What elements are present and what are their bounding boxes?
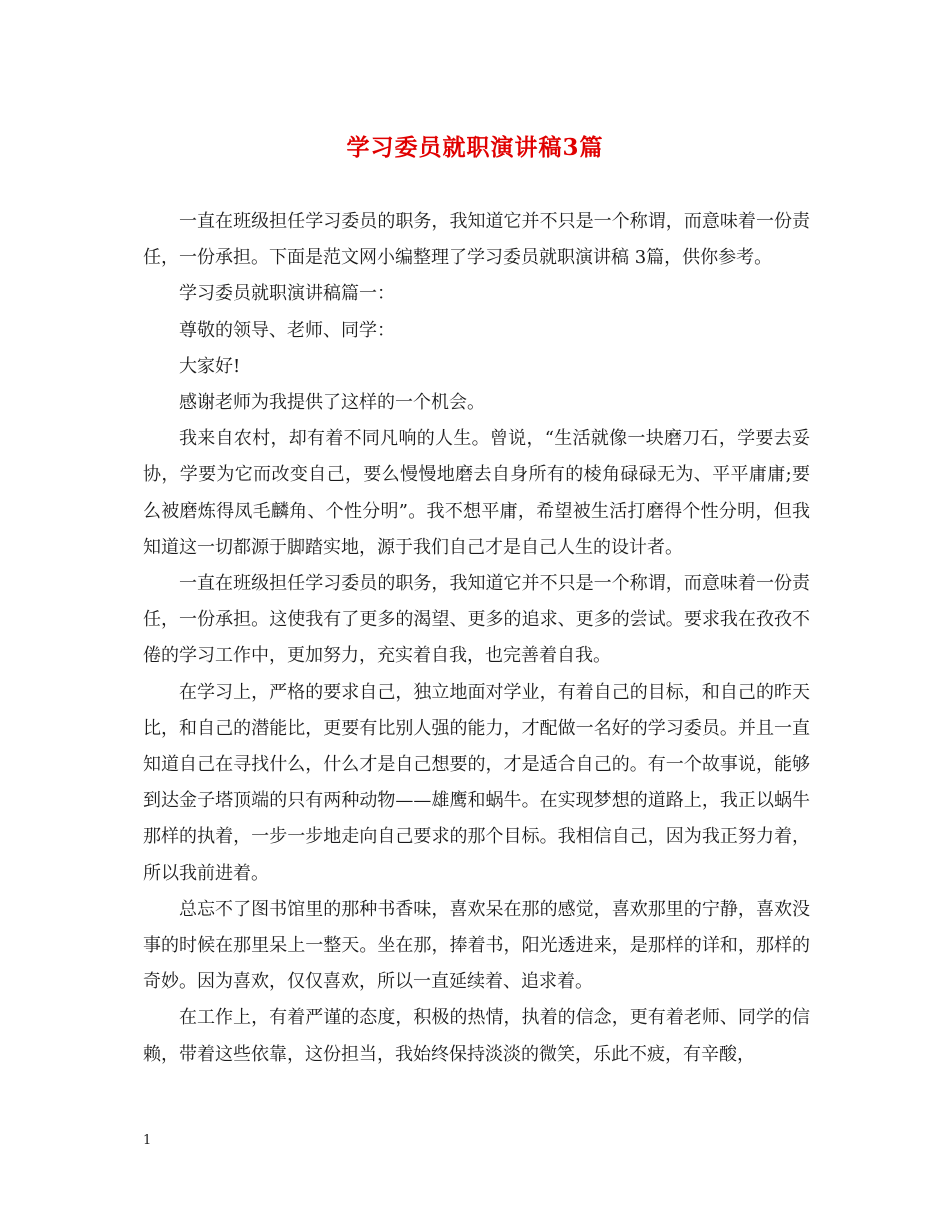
paragraph-library: 总忘不了图书馆里的那种书香味，喜欢呆在那的感觉，喜欢那里的宁静，喜欢没事的时候在那里呆上一整天。坐在那，捧着书，阳光透进来，是那样的详和，那样的奇妙。因为喜欢，仅仅喜欢，所以一直延续着、追求着。 — [143, 898, 810, 993]
paragraph-salutation: 尊敬的领导、老师、同学： — [179, 319, 395, 341]
paragraph-intro: 一直在班级担任学习委员的职务，我知道它并不只是一个称谓，而意味着一份责任，一份承担。下面是范文网小编整理了学习委员就职演讲稿 3篇，供你参考。 — [143, 211, 810, 269]
paragraph-thanks: 感谢老师为我提供了这样的一个机会。 — [179, 392, 485, 414]
document-body — [143, 204, 810, 1073]
document-title: 学习委员就职演讲稿3篇 — [346, 134, 604, 161]
paragraph-work: 在工作上，有着严谨的态度，积极的热情，执着的信念，更有着老师、同学的信赖，带着这些依靠，这份担当，我始终保持淡淡的微笑，乐此不疲，有辛酸， — [143, 1007, 810, 1065]
paragraph-responsibility: 一直在班级担任学习委员的职务，我知道它并不只是一个称谓，而意味着一份责任，一份承担。这使我有了更多的渴望、更多的追求、更多的尝试。要求我在孜孜不倦的学习工作中，更加努力，充实着自我，也完善着自我。 — [143, 573, 810, 667]
paragraph-section-heading: 学习委员就职演讲稿篇一： — [179, 283, 395, 305]
paragraph-greeting: 大家好! — [179, 355, 241, 377]
paragraph-background: 我来自农村，却有着不同凡响的人生。曾说，“生活就像一块磨刀石，学要去妥协，学要为它而改变自己，要么慢慢地磨去自身所有的棱角碌碌无为、平平庸庸;要么被磨炼得凤毛麟角、个性分明”。我不想平庸，希望被生活打磨得个性分明，但我知道这一切都源于脚踏实地，源于我们自己才是自己人生的设计者。 — [143, 428, 810, 558]
paragraph-study: 在学习上，严格的要求自己，独立地面对学业，有着自己的目标，和自己的昨天比，和自己的潜能比，更要有比别人强的能力，才配做一名好的学习委员。并且一直知道自己在寻找什么，什么才是自己想要的，才是适合自己的。有一个故事说，能够到达金子塔顶端的只有两种动物——雄鹰和蜗牛。在实现梦想的道路上，我正以蜗牛那样的执着，一步一步地走向自己要求的那个目标。我相信自己，因为我正努力着，所以我前进着。 — [143, 681, 810, 884]
page-number: 1 — [143, 1133, 152, 1148]
